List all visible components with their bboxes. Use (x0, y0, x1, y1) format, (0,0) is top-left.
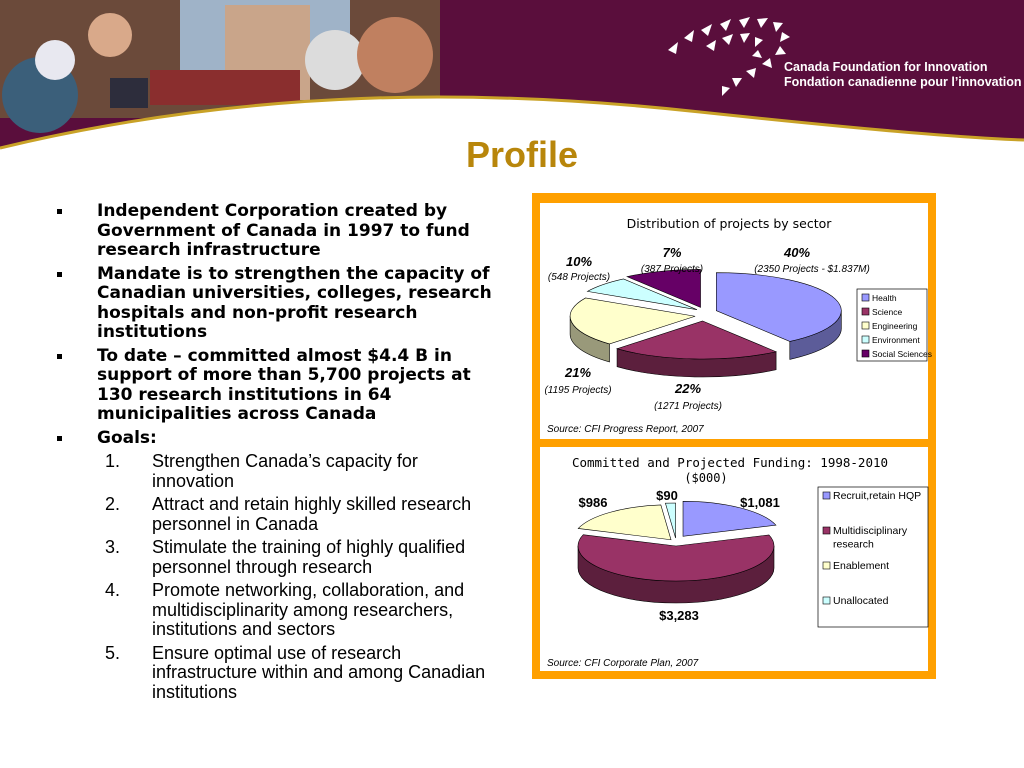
legend-swatch (862, 336, 869, 343)
legend-label: Environment (872, 335, 920, 345)
data-label-projects: (1271 Projects) (654, 401, 722, 412)
pie-slice (716, 273, 841, 342)
data-label-projects: (387 Projects) (640, 264, 704, 275)
chart-source: Source: CFI Progress Report, 2007 (547, 424, 704, 435)
goal-number: 2. (105, 494, 121, 514)
page-title: Profile (465, 134, 579, 175)
legend-swatch (823, 492, 830, 499)
legend-label: Unallocated (833, 595, 889, 607)
goal-text: Ensure optimal use of research infrastructure within and among Canadian institutions (152, 642, 486, 702)
chart-subtitle: ($000) (684, 471, 728, 485)
data-label-projects: (1195 Projects) (544, 385, 612, 396)
data-label-percent: 21% (564, 365, 592, 380)
data-label-percent: 40% (783, 245, 811, 260)
goal-number: 1. (105, 451, 121, 471)
bullet-text: Independent Corporation created by Government of Canada in 1997 to fund research infrastructure (97, 201, 470, 260)
legend-label: Enablement (833, 560, 890, 572)
bullet-text: To date – committed almost $4.4 B in support of more than 5,700 projects at 130 research institutions in 64 municipalities across Canada (97, 345, 471, 424)
legend-swatch (823, 527, 830, 534)
legend-label: Recruit,retain HQP (833, 490, 922, 502)
chart-source: Source: CFI Corporate Plan, 2007 (547, 658, 699, 669)
data-label-percent: 22% (674, 381, 702, 396)
logo-text-english: Canada Foundation for Innovation (784, 60, 988, 74)
goal-text: Attract and retain highly skilled research personnel in Canada (152, 494, 472, 534)
goal-text: Strengthen Canada’s capacity for innovation (152, 451, 418, 491)
bullet-text: Mandate is to strengthen the capacity of Canadian universities, colleges, research hospitals and non-profit research institutions (97, 263, 492, 342)
data-label-value: $3,283 (659, 608, 699, 623)
chart-title: Committed and Projected Funding: 1998-2010 (571, 455, 889, 470)
goal-number: 5. (105, 642, 121, 663)
legend-label: Multidisciplinary research (833, 525, 908, 551)
legend-swatch (862, 294, 869, 301)
legend-label: Health (872, 293, 897, 303)
goal-number: 4. (105, 580, 121, 600)
legend-swatch (862, 308, 869, 315)
legend-swatch (862, 350, 869, 357)
pie-slice (578, 505, 671, 540)
legend-label: Social Sciences (872, 349, 933, 359)
data-label-value: $986 (578, 495, 608, 510)
legend-label: Engineering (872, 321, 918, 331)
legend-swatch (823, 562, 830, 569)
logo-text-french: Fondation canadienne pour l’innovation (784, 75, 1022, 89)
bullet-text: Goals: (97, 427, 157, 448)
data-label-value: $1,081 (740, 495, 780, 510)
goal-text: Stimulate the training of highly qualified personnel through research (152, 537, 466, 577)
legend-swatch (862, 322, 869, 329)
data-label-value: $90 (656, 488, 678, 503)
goal-number: 3. (105, 537, 121, 557)
chart-title: Distribution of projects by sector (626, 216, 832, 231)
data-label-projects: (2350 Projects - $1.837M) (754, 264, 870, 275)
data-label-projects: (548 Projects) (547, 272, 611, 283)
legend-label: Science (872, 307, 903, 317)
goal-text: Promote networking, collaboration, and multidisciplinarity among researchers, institutions and sectors (152, 580, 465, 639)
data-label-percent: 7% (662, 245, 682, 260)
data-label-percent: 10% (565, 254, 593, 269)
legend-swatch (823, 597, 830, 604)
